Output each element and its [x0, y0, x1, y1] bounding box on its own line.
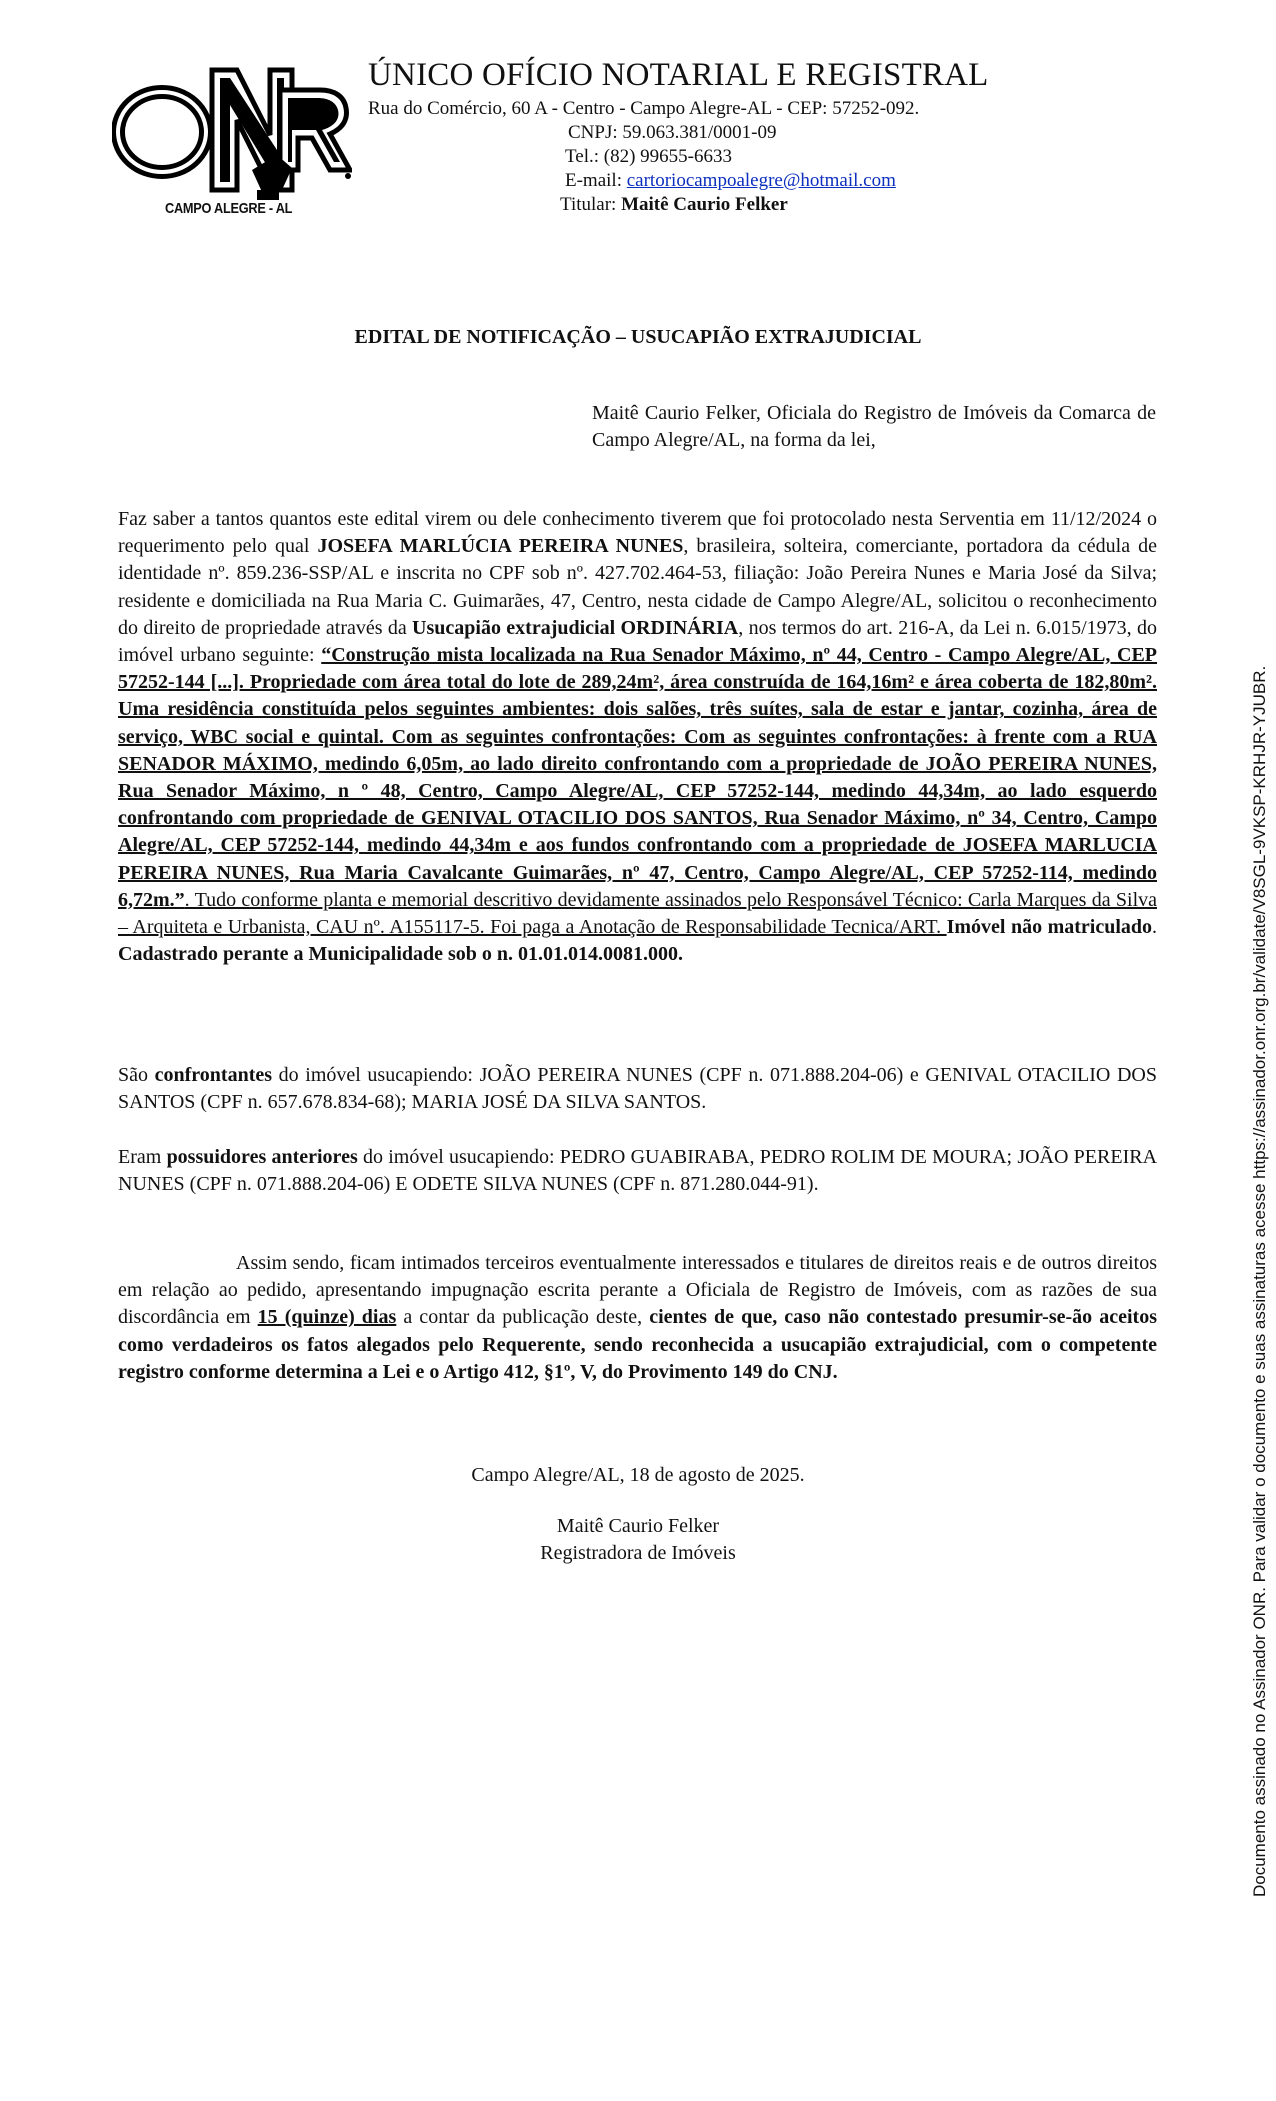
logo-caption: CAMPO ALEGRE - AL [165, 200, 293, 217]
office-titular [560, 194, 788, 216]
paragraph-notification [118, 1250, 1157, 1386]
p3-text-a: Eram [118, 1146, 167, 1168]
technical-responsible: . Tudo conforme planta e memorial descritivo devidamente assinados pelo Responsável Técnico: Carla Marques da Silva – Arquiteta e Urbanista, CAU nº. A155117-5. Foi paga a Anotação de Responsabilidade Tecnica/ART. [118, 888, 1157, 939]
titular-label: Titular: [560, 194, 622, 215]
office-cnpj: CNPJ: 59.063.381/0001-09 [568, 122, 777, 143]
document-title: EDITAL DE NOTIFICAÇÃO – USUCAPIÃO EXTRAJUDICIAL [354, 326, 922, 348]
p1-text-a: Faz saber a tantos quantos este edital virem ou dele conhecimento tiverem que foi protocolado nesta Serventia em 11/12/2024 o requerimento pelo qual [118, 508, 1157, 558]
legal-consequence: cientes de que, caso não contestado presumir-se-ão aceitos como verdadeiros os fatos alegados pelo Requerente, sendo reconhecida a usucapião extrajudicial, com o competente registro conforme determina a Lei e o Artigo 412, §1º, V, do Provimento 149 do CNJ. [118, 1306, 1157, 1383]
signer-name: Maitê Caurio Felker [556, 1515, 720, 1537]
confrontantes-label: confrontantes [154, 1064, 273, 1086]
office-name: ÚNICO OFÍCIO NOTARIAL E REGISTRAL [368, 57, 989, 93]
office-phone: Tel.: (82) 99655-6633 [565, 146, 733, 167]
signer-role: Registradora de Imóveis [540, 1542, 736, 1564]
email-link[interactable]: cartoriocampoalegre@hotmail.com [626, 170, 896, 191]
office-email-line [565, 170, 896, 192]
p4-text-c: a contar da publicação deste, [396, 1306, 650, 1329]
p1-text-i: . [1152, 916, 1157, 939]
onr-logo [112, 50, 352, 225]
office-address: Rua do Comércio, 60 A - Centro - Campo Alegre-AL - CEP: 57252-092. [368, 98, 920, 119]
p2-text-a: São [118, 1064, 155, 1086]
property-description: “Construção mista localizada na Rua Senador Máximo, nº 44, Centro - Campo Alegre/AL, CEP 57252-144 [...]. Propriedade com área total do lote de 289,24m², área construída de 164,16m² e área coberta de 182,80m². Uma residência constituída pelos seguintes ambientes: dois salões, três suítes, sala de estar e jantar, cozinha, área de serviço, WBC social e quintal. Com as seguintes confrontações: Com as seguintes confrontações: à frente com a RUA SENADOR MÁXIMO, medindo 6,05m, ao lado direito confrontando com a propriedade de JOÃO PEREIRA NUNES, Rua Senador Máximo, n º 48, Centro, Campo Alegre/AL, CEP 57252-144, medindo 44,34m, ao lado esquerdo confrontando com propriedade de GENIVAL OTACILIO DOS SANTOS, Rua Senador Máximo, nº 34, Centro, Campo Alegre/AL, CEP 57252-144, medindo 44,34m e aos fundos confrontando com a propriedade de JOSEFA MARLUCIA PEREIRA NUNES, Rua Maria Cavalcante Guimarães, nº 47, Centro, Campo Alegre/AL, CEP 57252-114, medindo 6,72m.” [118, 644, 1158, 911]
p2-text-c: do imóvel usucapiendo: JOÃO PEREIRA NUNES (CPF n. 071.888.204-06) e GENIVAL OTACILIO DOS SANTOS (CPF n. 657.678.834-68); MARIA JOSÉ DA SILVA SANTOS. [118, 1064, 1157, 1114]
p4-text-a: Assim sendo, ficam intimados terceiros eventualmente interessados e titulares de direitos reais e de outros direitos em relação ao pedido, apresentando impugnação escrita perante a Oficiala de Registro de Imóveis, com as razões de sua discordância em [118, 1252, 1157, 1329]
email-label: E-mail: [565, 170, 627, 191]
municipal-registration: Cadastrado perante a Municipalidade sob o n. 01.01.014.0081.000. [118, 943, 684, 966]
paragraph-request [118, 506, 1157, 968]
usucapiao-type: Usucapião extrajudicial ORDINÁRIA [412, 616, 739, 639]
paragraph-possuidores [118, 1144, 1157, 1198]
titular-name: Maitê Caurio Felker [621, 194, 788, 215]
p1-text-c: , brasileira, solteira, comerciante, portadora da cédula de identidade nº. 859.236-SSP/AL e inscrita no CPF sob nº. 427.702.464-53, filiação: João Pereira Nunes e Maria José da Silva; residente e domiciliada na Rua Maria C. Guimarães, 47, Centro, nesta cidade de Campo Alegre/AL, solicitou o reconhecimento do direito de propriedade através da [118, 535, 1157, 639]
not-registered-note: Imóvel não matriculado [946, 916, 1152, 939]
signature-validation-note: Documento assinado no Assinador ONR. Para validar o documento e suas assinaturas acesse https://assinador.onr.org.br/validate/V8SGL-9VKSP-KRHJR-YJUBR. [1250, 665, 1269, 1897]
closing-date: Campo Alegre/AL, 18 de agosto de 2025. [471, 1464, 805, 1486]
p1-text-e: , nos termos do art. 216-A, da Lei n. 6.015/1973, do imóvel urbano seguinte: [118, 616, 1158, 667]
intro-paragraph: Maitê Caurio Felker, Oficiala do Registro de Imóveis da Comarca de Campo Alegre/AL, na forma da lei, [592, 402, 1156, 451]
deadline-days: 15 (quinze) dias [257, 1306, 397, 1329]
requester-name: JOSEFA MARLÚCIA PEREIRA NUNES [317, 535, 684, 558]
possuidores-label: possuidores anteriores [166, 1146, 358, 1168]
paragraph-confrontantes [118, 1062, 1157, 1116]
p3-text-c: do imóvel usucapiendo: PEDRO GUABIRABA, PEDRO ROLIM DE MOURA; JOÃO PEREIRA NUNES (CPF n. 071.888.204-06) E ODETE SILVA NUNES (CPF n. 871.280.044-91). [118, 1146, 1158, 1196]
